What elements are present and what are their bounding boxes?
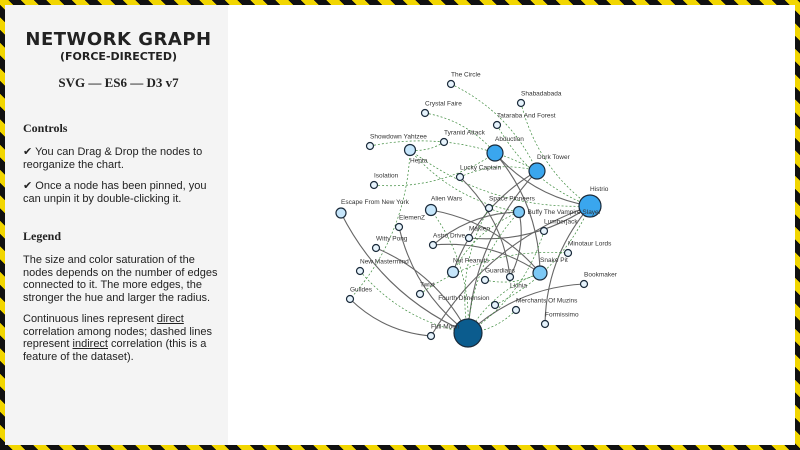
graph-node[interactable] (533, 266, 547, 280)
graph-node[interactable] (529, 163, 545, 179)
node-label: Astro Drive (433, 232, 466, 240)
graph-node[interactable] (405, 145, 416, 156)
node-label: Hepta (410, 157, 428, 165)
node-label: Lichia (510, 282, 527, 290)
graph-node[interactable] (396, 224, 403, 231)
network-graph-area (228, 5, 795, 445)
graph-node[interactable] (542, 321, 549, 328)
graph-node[interactable] (494, 122, 501, 129)
node-label: Showdown Yahtzee (370, 133, 427, 141)
node-label: Crystal Faire (425, 100, 462, 108)
node-label: Guardians (485, 267, 515, 275)
node-label: Bookmaker (584, 271, 617, 279)
controls-drag-text: ✔ You can Drag & Drop the nodes to reorganize the chart. (23, 146, 203, 171)
page-subtitle: (FORCE-DIRECTED) (60, 50, 177, 63)
legend-lines-part: correlation (this is a feature of the dataset). (23, 338, 207, 363)
graph-node[interactable] (336, 208, 346, 218)
graph-node[interactable] (466, 235, 473, 242)
graph-node[interactable] (428, 333, 435, 340)
node-label: The Circle (451, 71, 481, 79)
graph-node[interactable] (422, 110, 429, 117)
graph-node[interactable] (514, 207, 525, 218)
node-label: Alien Wars (431, 195, 463, 203)
legend-lines-text (23, 313, 228, 363)
legend-size-text: The size and color saturation of the nodes depends on the number of edges connected to it. The more edges, the stronger the hue and larger the radius. (23, 254, 218, 304)
graph-node[interactable] (426, 205, 437, 216)
node-label: Lucky Captain (460, 164, 502, 172)
controls-unpin-text: ✔ Once a node has been pinned, you can unpin it by double-clicking it. (23, 180, 207, 205)
node-label: Fourth Dimension (438, 295, 490, 302)
legend-lines-part: Continuous lines represent (23, 313, 157, 325)
graph-node[interactable] (541, 228, 548, 235)
node-label: New Mastermind (360, 258, 409, 266)
node-label: Dork Tower (537, 154, 570, 161)
node-label: Nut Peanuts (453, 257, 489, 265)
node-label: Merchants Of Muzins (516, 297, 578, 305)
graph-node[interactable] (448, 81, 455, 88)
graph-node[interactable] (367, 143, 374, 150)
page-title: NETWORK GRAPH (25, 29, 212, 50)
node-label: Isolation (374, 172, 399, 180)
node-label: Guildes (350, 286, 373, 294)
node-label: Histrio (590, 186, 609, 193)
labels-layer (341, 72, 618, 331)
graph-node[interactable] (565, 250, 572, 257)
graph-node[interactable] (507, 274, 514, 281)
graph-node[interactable] (347, 296, 354, 303)
solid-edge (468, 284, 584, 333)
graph-node[interactable] (430, 242, 437, 249)
graph-node[interactable] (417, 291, 424, 298)
graph-node[interactable] (482, 277, 489, 284)
graph-node[interactable] (373, 245, 380, 252)
node-label: Shabadabada (521, 90, 562, 98)
node-label: Formissimo (545, 311, 579, 319)
legend-heading: Legend (23, 229, 62, 243)
graph-node[interactable] (371, 182, 378, 189)
node-label: Abduction (495, 136, 524, 143)
graph-node[interactable] (486, 205, 493, 212)
graph-node[interactable] (513, 307, 520, 314)
node-label: Twixt (420, 281, 435, 289)
legend-direct-term: direct (156, 313, 184, 325)
graph-node[interactable] (441, 139, 448, 146)
node-label: Tataraba And Forest (497, 112, 556, 120)
node-label: Tyranid Attack (444, 129, 485, 137)
node-label: Escape From New York (341, 199, 409, 206)
graph-node[interactable] (518, 100, 525, 107)
graph-node[interactable] (487, 145, 503, 161)
node-label: Space Pioneers (489, 195, 535, 203)
node-label: Minotaur Lords (568, 240, 612, 248)
graph-node[interactable] (581, 281, 588, 288)
controls-heading: Controls (23, 121, 68, 135)
node-label: Witty Pong (376, 235, 408, 243)
node-label: Full Moon (431, 323, 460, 331)
graph-node[interactable] (492, 302, 499, 309)
tech-stack: SVG — ES6 — D3 v7 (58, 75, 179, 90)
node-label: Lumberjack (544, 218, 578, 226)
node-label: Snake Pit (540, 257, 568, 264)
graph-node[interactable] (448, 267, 459, 278)
node-label: Makien (469, 225, 490, 233)
graph-node[interactable] (457, 174, 464, 181)
dashed-edge (370, 141, 537, 171)
node-label: ElemenZ (399, 214, 426, 222)
network-graph (228, 5, 795, 445)
sidebar (5, 5, 228, 445)
legend-lines-part: correlation among nodes; dashed lines represent (23, 325, 212, 350)
graph-node[interactable] (357, 268, 364, 275)
node-label: Buffy The Vampire Slayer (527, 209, 601, 216)
legend-indirect-term: indirect (72, 338, 108, 350)
